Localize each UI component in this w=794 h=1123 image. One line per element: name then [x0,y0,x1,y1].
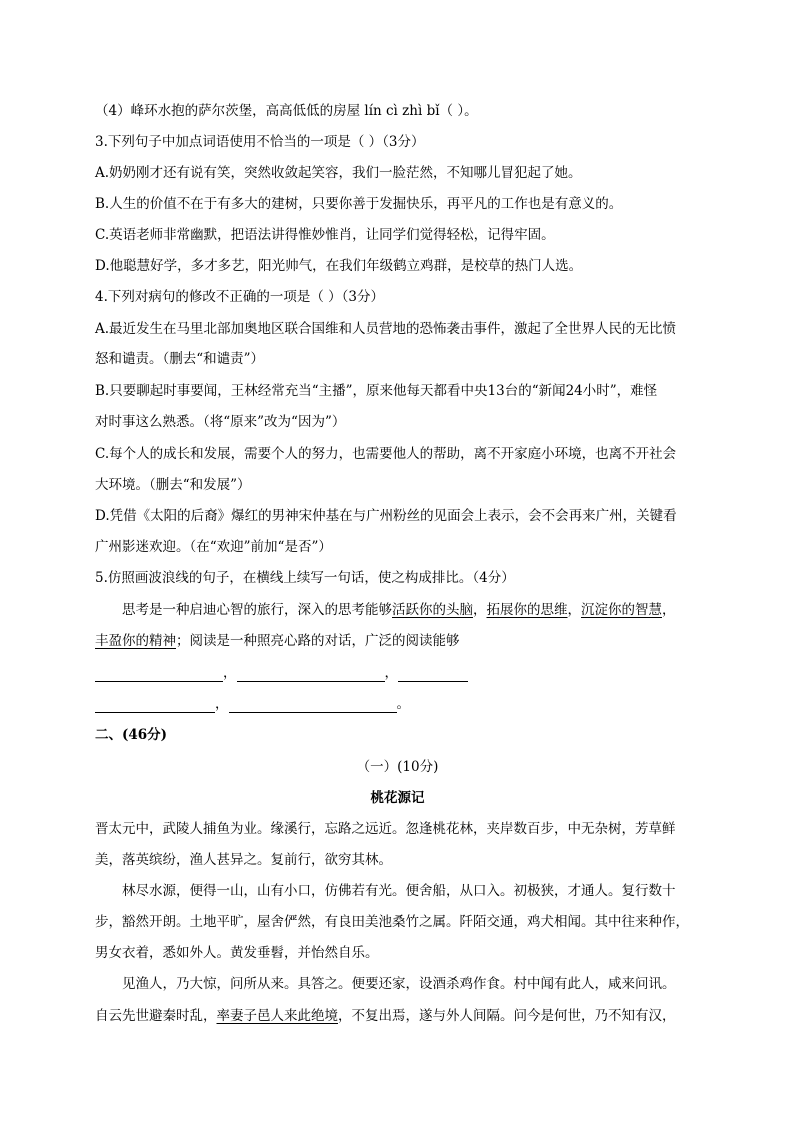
q3-option-d: D.他聪慧好学，多才多艺，阳光帅气，在我们年级鹤立鸡群，是校草的热门人选。 [95,258,583,274]
q5-text: ；阅读是一种照亮心路的对话，广泛的阅读能够 [176,633,460,649]
q4-stem: 4.下列对病句的修改不正确的一项是（ ）（3分） [95,289,385,305]
passage-p1-line2: 美，落英缤纷，渔人甚异之。复前行，欲穷其林。 [95,852,392,868]
q4-option-d-line1: D.凭借《太阳的后裔》爆红的男神宋仲基在与广州粉丝的见面会上表示，会不会再来广州，关键看 [95,508,677,524]
punct: ， [662,602,676,618]
passage-p2-line2: 步，豁然开朗。土地平旷，屋舍俨然，有良田美池桑竹之属。阡陌交通，鸡犬相闻。其中往来种作， [95,914,689,930]
punct: 。 [396,696,410,712]
q5-text: 思考是一种启迪心智的旅行，深入的思考能够 [122,602,392,618]
q4-option-d-line2: 广州影迷欢迎。（在“欢迎”前加“是否”） [95,539,332,555]
passage-text: ，不复出焉，遂与外人间隔。问今是何世，乃不知有汉， [338,1008,676,1024]
passage-title: 桃花源记 [370,790,425,806]
q4-option-b-line2: 对时事这么熟悉。（将“原来”改为“因为”） [95,414,346,430]
answer-blank[interactable] [398,667,468,682]
answer-blank[interactable] [95,667,223,682]
punct: ， [215,696,229,712]
wavy-phrase: 拓展你的思维 [486,602,568,618]
q5-paragraph-line1 [122,601,676,619]
q3-stem: 3.下列句子中加点词语使用不恰当的一项是（ ）（3分） [95,134,425,150]
q3-option-c: C.英语老师非常幽默，把语法讲得惟妙惟肖，让同学们觉得轻松，记得牢固。 [95,227,555,243]
q5-answer-blanks-line1 [95,664,468,682]
q4-option-c-line1: C.每个人的成长和发展，需要个人的努力，也需要他人的帮助，离不开家庭小环境，也离不开社会 [95,446,677,462]
punct: ， [567,602,581,618]
wavy-phrase: 活跃你的头脑 [392,602,473,618]
passage-p3-line1: 见渔人，乃大惊，问所从来。具答之。便要还家，设酒杀鸡作食。村中闻有此人，咸来问讯。 [122,976,676,992]
q5-answer-blanks-line2 [95,695,410,713]
punct: ， [473,602,487,618]
punct: ， [223,665,237,681]
q2-item-4: （4）峰环水抱的萨尔茨堡，高高低低的房屋 lín cì zhì bǐ（ ）。 [95,103,478,119]
section-two-heading: 二、(46分) [95,727,168,743]
q4-option-b-line1: B.只要聊起时事要闻，王林经常充当“主播”，原来他每天都看中央13台的“新闻24小时”，难怪 [95,383,658,399]
q4-option-a-line2: 怒和谴责。（删去“和谴责”） [95,351,265,367]
passage-p2-line1: 林尽水源，便得一山，山有小口，仿佛若有光。便舍船，从口入。初极狭，才通人。复行数十 [122,883,676,899]
answer-blank[interactable] [237,667,385,682]
q3-option-a: A.奶奶刚才还有说有笑，突然收敛起笑容，我们一脸茫然，不知哪儿冒犯起了她。 [95,165,582,181]
q4-option-a-line1: A.最近发生在马里北部加奥地区联合国维和人员营地的恐怖袭击事件，激起了全世界人民的无比愤 [95,321,677,337]
q5-paragraph-line2 [95,632,460,650]
answer-blank[interactable] [95,698,215,713]
part-one-heading: （一）(10分) [356,759,439,775]
q4-option-c-line2: 大环境。（删去“和发展”） [95,477,251,493]
q5-stem: 5.仿照画波浪线的句子，在横线上续写一句话，使之构成排比。（4分） [95,570,515,586]
passage-p3-line2 [95,1007,676,1025]
answer-blank[interactable] [229,698,397,713]
q3-option-b: B.人生的价值不在于有多大的建树，只要你善于发掘快乐，再平凡的工作也是有意义的。 [95,196,623,212]
passage-p2-line3: 男女衣着，悉如外人。黄发垂髫，并怡然自乐。 [95,945,379,961]
wavy-phrase: 沉淀你的智慧 [581,602,662,618]
punct: ， [384,665,398,681]
passage-text: 自云先世避秦时乱， [95,1008,217,1024]
underlined-sentence: 率妻子邑人来此绝境 [216,1008,338,1024]
passage-p1-line1: 晋太元中，武陵人捕鱼为业。缘溪行，忘路之远近。忽逢桃花林，夹岸数百步，中无杂树，芳草鲜 [95,821,676,837]
wavy-phrase: 丰盈你的精神 [95,633,176,649]
